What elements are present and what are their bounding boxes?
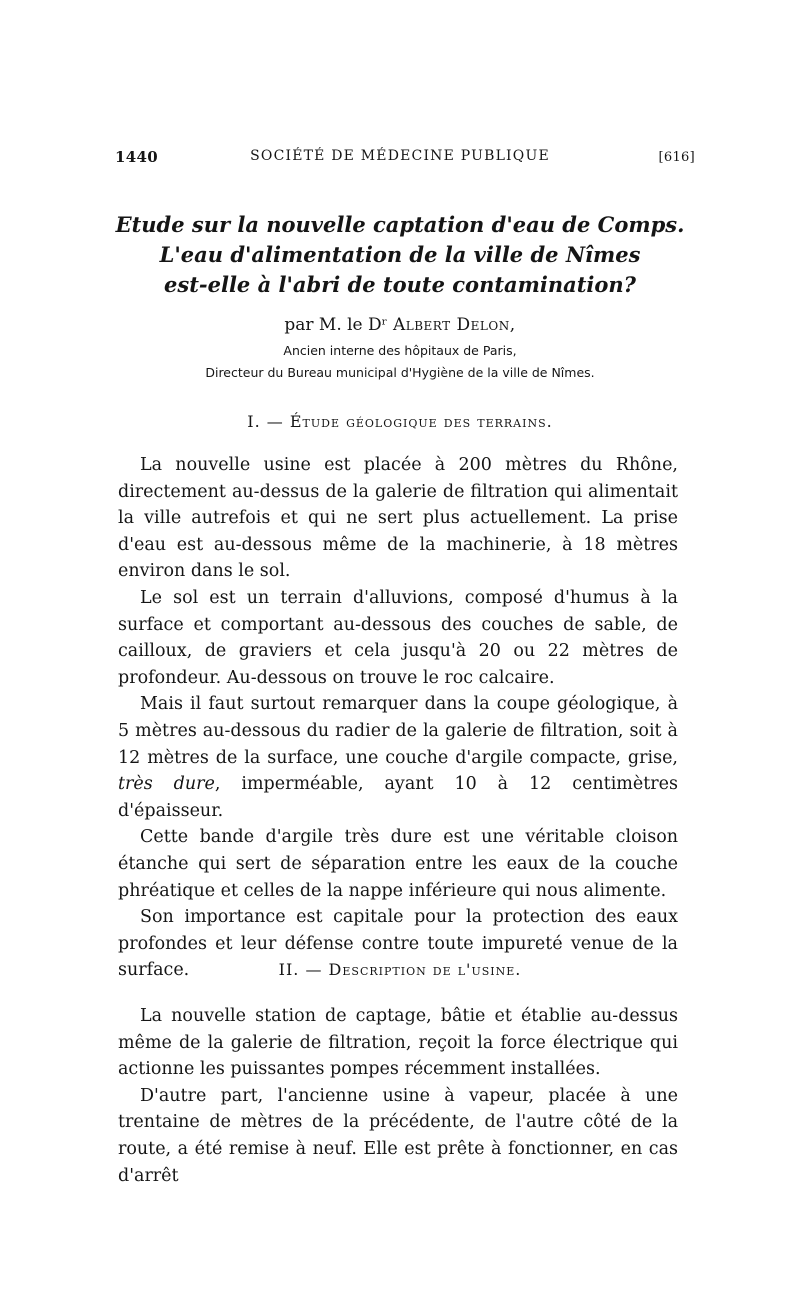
paragraph: D'autre part, l'ancienne usine à vapeur, placée à une trentaine de mètres de la précédente, de l'autre côté de la route, a été remise à neuf. Elle est prête à fonctionner, en cas d'arrêt bbox=[118, 1085, 678, 1186]
title-line: est-elle à l'abri de toute contamination? bbox=[164, 272, 636, 297]
emphasis-text: très dure bbox=[118, 774, 215, 795]
section-1-body bbox=[118, 452, 678, 984]
title-line: Etude sur la nouvelle captation d'eau de Comps. bbox=[115, 212, 685, 237]
bracket-page-number: [616] bbox=[658, 150, 695, 165]
paragraph-text: , imperméable, ayant 10 à 12 centimètres d'épaisseur. bbox=[118, 774, 678, 821]
paragraph: La nouvelle usine est placée à 200 mètres du Rhône, directement au-dessus de la galerie de filtration qui alimentait la ville autrefois et qui ne sert plus actuellement. La prise d'eau est au-dessous même de la machinerie, à 18 mètres environ dans le sol. bbox=[118, 455, 678, 582]
author-line bbox=[100, 312, 700, 338]
paragraph: Le sol est un terrain d'alluvions, composé d'humus à la surface et comportant au-dessous des couches de sable, de cailloux, de graviers et cela jusqu'à 20 ou 22 mètres de profondeur. Au-dessous on trouve le roc calcaire. bbox=[118, 587, 678, 688]
paragraph: La nouvelle station de captage, bâtie et établie au-dessus même de la galerie de filtration, reçoit la force électrique qui actionne les puissantes pompes récemment installées. bbox=[118, 1006, 678, 1080]
paragraph: Cette bande d'argile très dure est une véritable cloison étanche qui sert de séparation entre les eaux de la couche phréatique et celles de la nappe inférieure qui nous alimente. bbox=[118, 827, 678, 901]
section-2-body bbox=[118, 1003, 678, 1189]
title-line: L'eau d'alimentation de la ville de Nîmes bbox=[159, 242, 641, 267]
section-heading-2: II. — Description de l'usine. bbox=[278, 960, 522, 979]
author-name: Albert Delon, bbox=[392, 315, 516, 335]
paragraph: Son importance est capitale pour la protection des eaux profondes et leur défense contre toute impureté venue de la surface. bbox=[118, 907, 678, 981]
article-title bbox=[100, 210, 700, 300]
author-credentials bbox=[100, 340, 700, 384]
page-number: 1440 bbox=[115, 148, 158, 166]
paragraph bbox=[118, 691, 678, 824]
section-heading-1: I. — Étude géologique des terrains. bbox=[247, 412, 553, 431]
credential-line: Ancien interne des hôpitaux de Paris, bbox=[283, 343, 517, 358]
running-header bbox=[115, 148, 695, 172]
credential-line: Directeur du Bureau municipal d'Hygiène de la ville de Nîmes. bbox=[205, 365, 595, 380]
author-prefix: par M. le Dʳ bbox=[284, 315, 388, 335]
running-title: SOCIÉTÉ DE MÉDECINE PUBLIQUE bbox=[250, 148, 550, 164]
paragraph-text: Mais il faut surtout remarquer dans la coupe géologique, à 5 mètres au-dessous du radier de la galerie de filtration, soit à 12 mètres de la surface, une couche d'argile compacte, grise, bbox=[118, 694, 678, 768]
